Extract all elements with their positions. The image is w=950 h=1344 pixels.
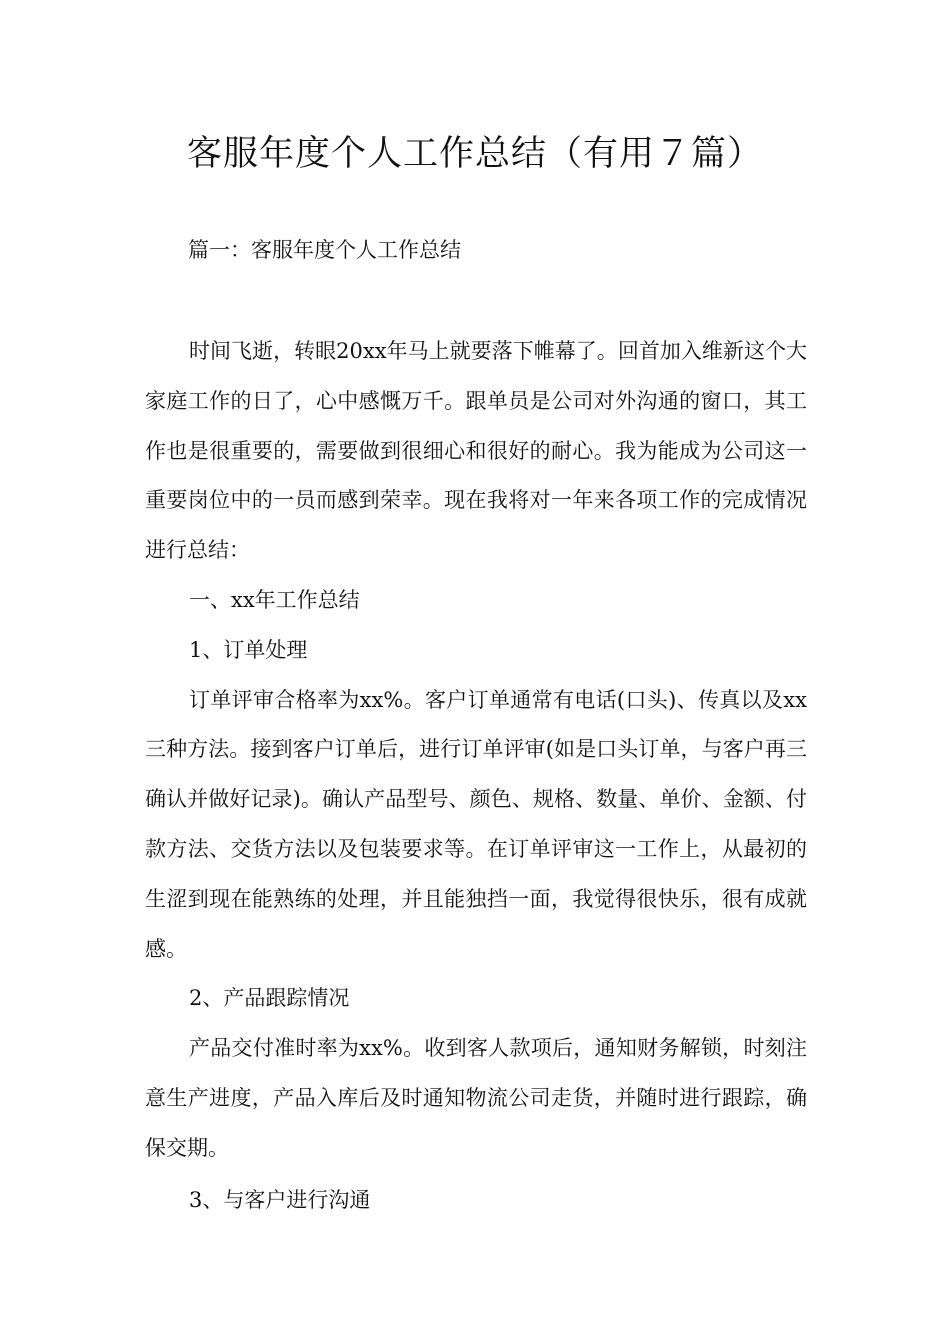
heading-customer-communication: 3、与客户进行沟通 <box>189 1187 371 1212</box>
paragraph-order-processing: 订单评审合格率为xx%。客户订单通常有电话(口头)、传真以及xx三种方法。接到客户订单后，进行订单评审(如是口头订单，与客户再三确认并做好记录)。确认产品型号、颜色、规格、数量、单价、金额、付款方法、交货方法以及包装要求等。在订单评审这一工作上，从最初的生涩到现在能熟练的处理，并且能独挡一面，我觉得很快乐，很有成就感。 <box>145 687 807 961</box>
document-title: 客服年度个人工作总结（有用７篇） <box>186 134 763 174</box>
paragraph-product-tracking: 产品交付准时率为xx%。收到客人款项后，通知财务解锁，时刻注意生产进度，产品入库后及时通知物流公司走货，并随时进行跟踪，确保交期。 <box>145 1036 807 1160</box>
heading-order-processing: 1、订单处理 <box>189 637 308 662</box>
document-body <box>145 327 807 1225</box>
paragraph-intro: 时间飞逝，转眼20xx年马上就要落下帷幕了。回首加入维新这个大家庭工作的日了，心中感慨万千。跟单员是公司对外沟通的窗口，其工作也是很重要的，需要做到很细心和很好的耐心。我为能成为公司这一重要岗位中的一员而感到荣幸。现在我将对一年来各项工作的完成情况进行总结： <box>145 339 807 563</box>
section-heading: 篇一：客服年度个人工作总结 <box>188 238 461 262</box>
heading-product-tracking: 2、产品跟踪情况 <box>189 986 350 1011</box>
heading-annual-summary: 一、xx年工作总结 <box>189 587 360 612</box>
